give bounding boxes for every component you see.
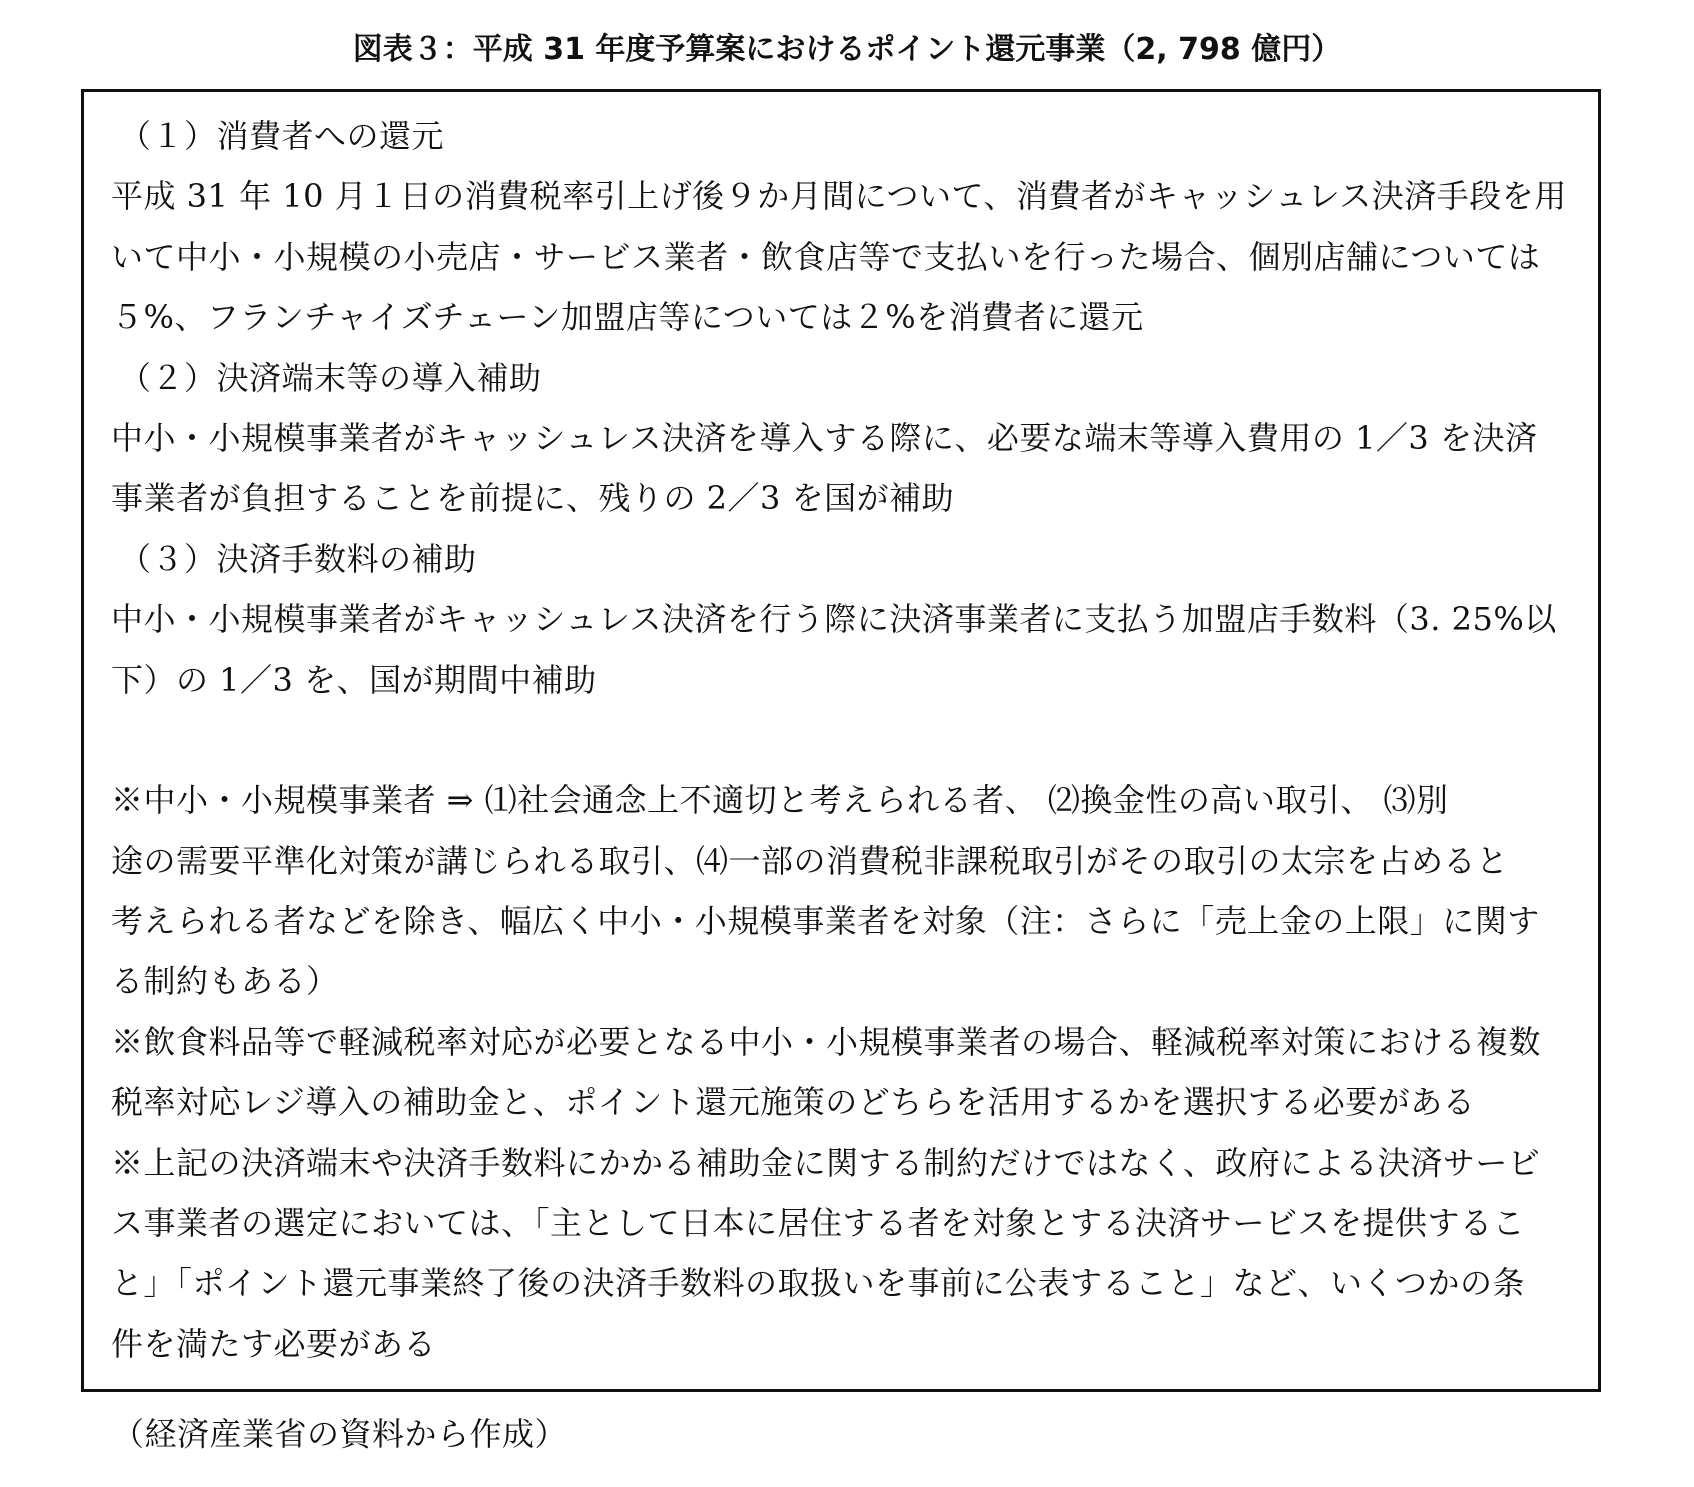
section-heading-fee-subsidy: （３）決済手数料の補助 [119, 539, 477, 578]
note-text-line: 税率対応レジ導入の補助金と、ポイント還元施策のどちらを活用するかを選択する必要がある [111, 1083, 1476, 1122]
section-text-line: 中小・小規模事業者がキャッシュレス決済を行う際に決済事業者に支払う加盟店手数料（3. 25%以 [111, 600, 1557, 639]
section-text-line: 平成 31 年 10 月１日の消費税率引上げ後９か月間について、消費者がキャッシュレス決済手段を用 [111, 177, 1567, 216]
section-text-line: いて中小・小規模の小売店・サービス業者・飲食店等で支払いを行った場合、個別店舗については [111, 237, 1541, 276]
note-text-line: 考えられる者などを除き、幅広く中小・小規模事業者を対象（注：さらに「売上金の上限」に関す [111, 902, 1540, 941]
note-text-line: ス事業者の選定においては、「主として日本に居住する者を対象とする決済サービスを提供するこ [111, 1204, 1526, 1243]
blank-line [111, 710, 1581, 770]
section-text-line: 下）の 1／3 を、国が期間中補助 [111, 660, 597, 699]
section-heading-terminal-subsidy: （２）決済端末等の導入補助 [119, 358, 542, 397]
figure-title: 図表３：平成 31 年度予算案におけるポイント還元事業（2, 798 億円） [352, 32, 1342, 67]
note-reduced-tax-rate: ※飲食料品等で軽減税率対応が必要となる中小・小規模事業者の場合、軽減税率対策における複数 [111, 1022, 1542, 1061]
content-box [81, 89, 1601, 1392]
box-content [111, 106, 1581, 1374]
section-text-line: 事業者が負担することを前提に、残りの 2／3 を国が補助 [111, 479, 955, 518]
note-text-line: 件を満たす必要がある [111, 1324, 437, 1363]
note-text-line: 途の需要平準化対策が講じられる取引、⑷一部の消費税非課税取引がその取引の太宗を占めると [111, 841, 1509, 880]
note-text-line: る制約もある） [111, 962, 339, 1001]
source-note: （経済産業省の資料から作成） [112, 1415, 568, 1453]
section-text-line: 中小・小規模事業者がキャッシュレス決済を導入する際に、必要な端末等導入費用の 1／3 を決済 [111, 418, 1538, 457]
note-sme-definition: ※中小・小規模事業者 ⇒ ⑴社会通念上不適切と考えられる者、 ⑵換金性の高い取引、 ⑶別 [111, 781, 1449, 820]
note-text-line: と」「ポイント還元事業終了後の決済手数料の取扱いを事前に公表すること」など、いくつかの条 [111, 1264, 1526, 1303]
note-provider-selection: ※上記の決済端末や決済手数料にかかる補助金に関する制約だけではなく、政府による決済サービ [111, 1143, 1541, 1182]
section-text-line: ５%、フランチャイズチェーン加盟店等については２%を消費者に還元 [111, 298, 1144, 337]
section-heading-consumer-return: （１）消費者への還元 [119, 117, 445, 155]
